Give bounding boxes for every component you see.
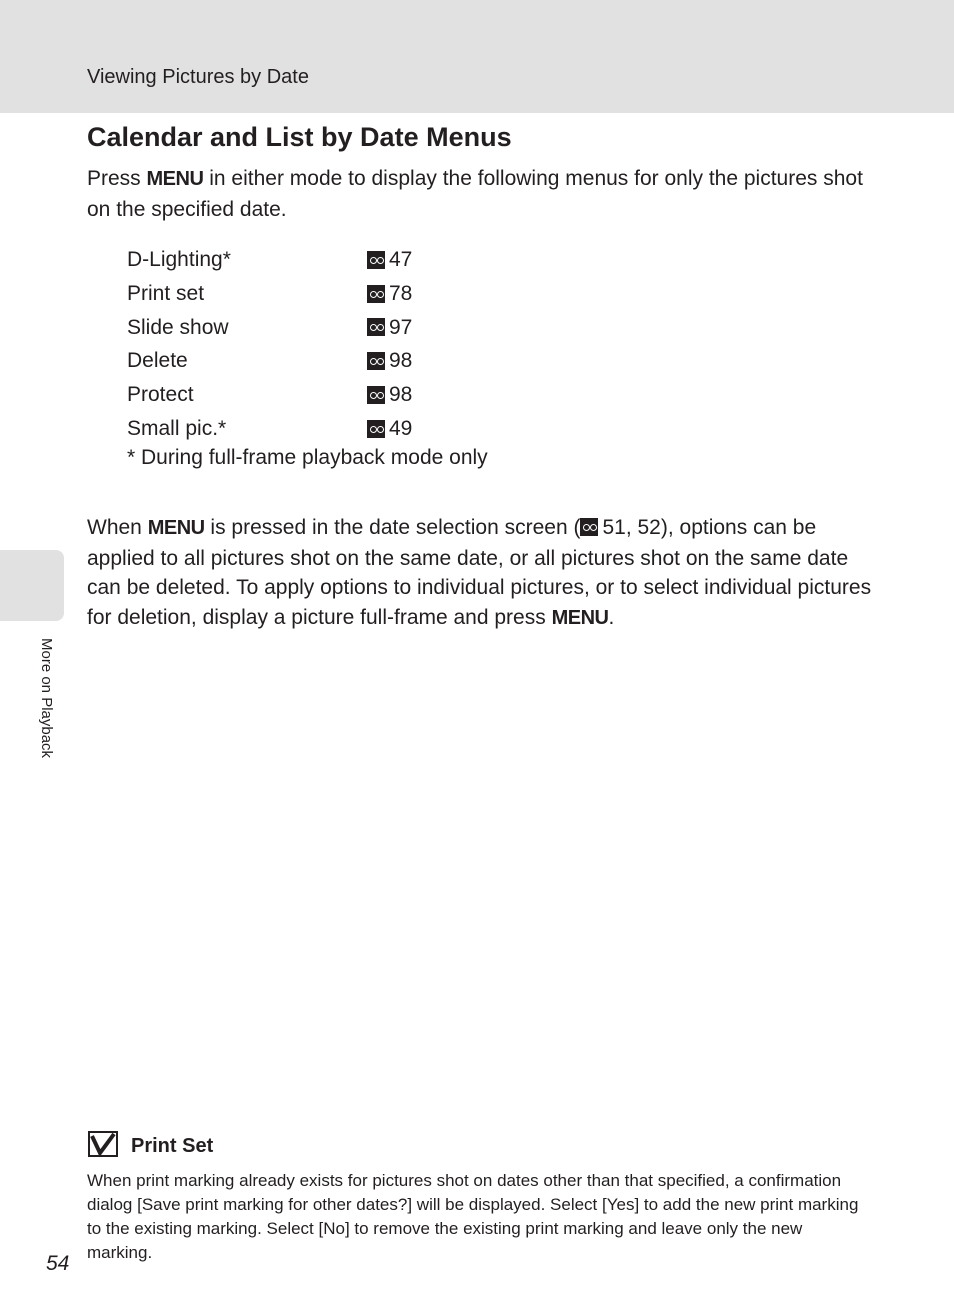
header-band [0, 0, 954, 113]
page-reference-icon [367, 352, 385, 370]
menu-button-icon: MENU [551, 606, 609, 629]
page-reference-icon [367, 285, 385, 303]
menu-item-label: Slide show [127, 315, 229, 339]
page-number-ref: 98 [389, 383, 413, 407]
intro-text-1: Press [87, 167, 147, 190]
menu-button-icon: MENU [146, 168, 204, 190]
intro-paragraph [87, 164, 877, 224]
menu-item-reference [367, 344, 412, 378]
page-number-ref: 97 [389, 315, 413, 339]
list-item [127, 277, 457, 311]
page-number-ref: 98 [389, 349, 413, 373]
body-paragraph [87, 513, 877, 633]
note-body: When print marking already exists for pictures shot on dates other than that specified, a confirmation dialog [Save print marking for other dates?] will be displayed. Select [Yes] to add the new print marking to the existing marking. Select [No] to remove the existing print marking and leave only the new marking. [87, 1171, 859, 1262]
page-reference-icon [367, 420, 385, 438]
page-reference-icon [367, 251, 385, 269]
running-header: Viewing Pictures by Date [87, 66, 309, 88]
menu-item-label: Protect [127, 383, 194, 407]
menu-item-reference [367, 277, 412, 311]
menu-button-icon: MENU [147, 517, 205, 539]
menu-item-label: Delete [127, 349, 188, 373]
menu-item-reference [367, 412, 412, 446]
page-number: 54 [46, 1252, 70, 1275]
list-item [127, 311, 457, 345]
body-text-3: 51, 52), options can be applied to all pictures shot on the same date, or all pictures shot on the same date can be deleted. To apply options to individual pictures, or to select individual pictures for deletion, display a picture full-frame and press [87, 516, 872, 629]
checkmark-note-icon [88, 1131, 118, 1157]
page-number-ref: 47 [389, 248, 413, 271]
note-title: Print Set [131, 1135, 214, 1157]
menu-item-label: Print set [127, 281, 205, 305]
intro-text-2: in either mode to display the following menus for only the pictures shot on the specified date. [87, 167, 863, 221]
list-item [127, 412, 457, 446]
menu-item-label: D-Lighting* [127, 248, 231, 271]
section-tab [0, 550, 64, 621]
menu-list [127, 243, 457, 446]
page-number-ref: 49 [389, 416, 413, 440]
section-title: Calendar and List by Date Menus [87, 122, 512, 152]
body-text-2: is pressed in the date selection screen ( [204, 516, 581, 539]
menu-item-reference [367, 243, 412, 277]
page-number-ref: 78 [389, 281, 413, 305]
page-reference-icon [367, 386, 385, 404]
menu-item-label: Small pic.* [127, 416, 227, 440]
page-reference-icon [580, 518, 598, 536]
list-item [127, 243, 457, 277]
page-reference-icon [367, 318, 385, 336]
menu-item-reference [367, 378, 412, 412]
footnote: * During full-frame playback mode only [127, 446, 488, 469]
section-tab-label: More on Playback [38, 638, 55, 759]
list-item [127, 344, 457, 378]
list-item [127, 378, 457, 412]
body-text-1: When [87, 516, 148, 539]
body-text-4: . [608, 605, 615, 629]
menu-item-reference [367, 311, 412, 345]
